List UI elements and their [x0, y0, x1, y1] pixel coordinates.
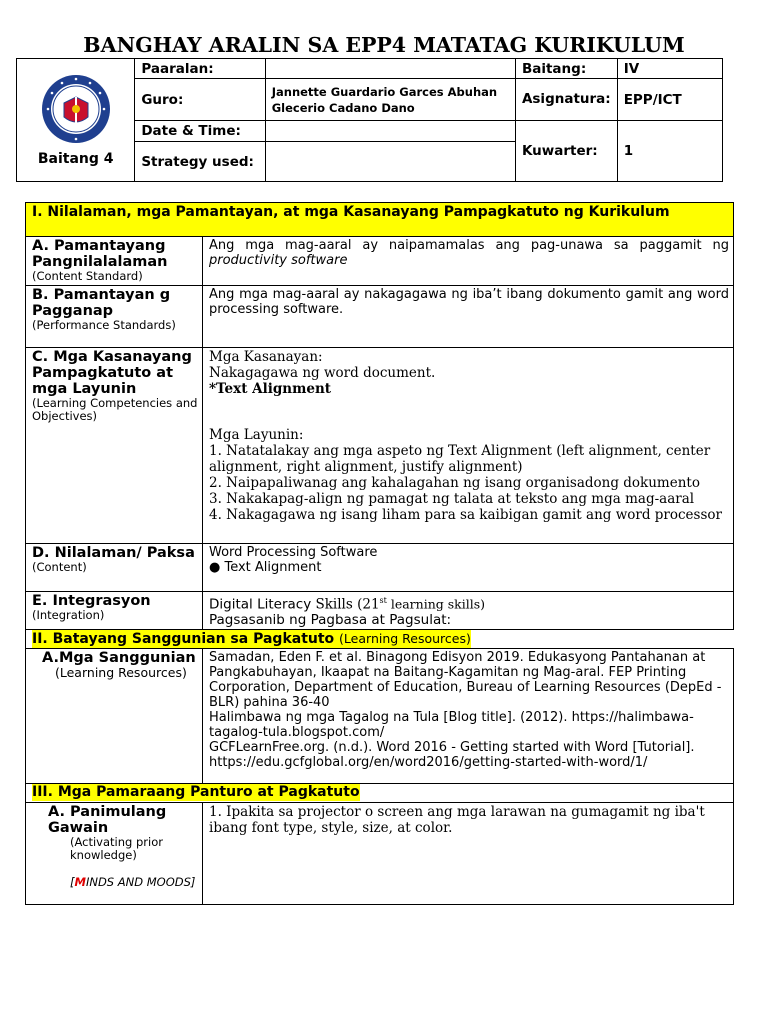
topic-line: *Text Alignment: [209, 381, 332, 397]
lesson-table: [25, 202, 734, 905]
row-2a-sub: (Learning Resources): [55, 664, 187, 680]
guro-value: [265, 79, 515, 121]
baitang-label: Baitang:: [515, 59, 617, 79]
row-a-label-cell: [26, 237, 203, 286]
datetime-value: [265, 121, 515, 142]
asignatura-value: EPP/ICT: [617, 79, 722, 121]
asignatura-label: Asignatura:: [515, 79, 617, 121]
content-bullet: ● Text Alignment: [209, 560, 322, 575]
kuwarter-label: Kuwarter:: [515, 121, 617, 182]
deped-seal-icon: [40, 73, 112, 145]
layunin-heading: Mga Layunin:: [209, 427, 304, 443]
integration-line-c: learning skills): [386, 596, 486, 612]
row-e-label-cell: [26, 592, 203, 630]
datetime-label: Date & Time:: [135, 121, 265, 142]
row-e-sub: (Integration): [32, 608, 105, 622]
integration-line-a: Digital Literacy: [209, 596, 312, 613]
row-3a-content: 1. Ipakita sa projector o screen ang mga larawan na gumagamit ng iba't ibang font type, style, size, at color.: [203, 802, 734, 904]
objective-item: 4. Nakagagawa ng isang liham para sa kaibigan gamit ang word processor: [209, 507, 722, 523]
guro-name-2: Glecerio Cadano Dano: [271, 100, 415, 115]
logo-cell: [17, 59, 135, 182]
row-c-label-cell: [26, 348, 203, 544]
section-2-heading-cell: [26, 629, 734, 648]
row-a-content: [203, 237, 734, 286]
objective-item: 1. Natatalakay ang mga aspeto ng Text Alignment (left alignment, center alignment, right alignment, justify alignment): [209, 443, 711, 475]
section-3-heading-cell: [26, 783, 734, 802]
row-a-label: A. Pamantayang Pangnilalalaman: [32, 238, 168, 270]
baitang-value: IV: [617, 59, 722, 79]
row-d-sub: (Content): [32, 560, 87, 574]
row-3a-sub: (Activating prior knowledge): [70, 834, 163, 862]
integration-line-b: Skills (21: [315, 596, 380, 613]
row-e-label: E. Integrasyon: [32, 593, 151, 609]
objective-item: 3. Nakakapag-align ng pamagat ng talata at teksto ang mga mag-aaral: [209, 491, 695, 507]
kasanayan-line: Nakagagawa ng word document.: [209, 365, 436, 381]
integration-line-2: Pagsasanib ng Pagbasa at Pagsulat:: [209, 611, 452, 628]
section-2-heading: II. Batayang Sanggunian sa Pagkatuto: [32, 630, 335, 647]
row-b-sub: (Performance Standards): [32, 318, 176, 332]
row-a-text: Ang mga mag-aaral ay naipamamalas ang pag-unawa sa paggamit ng: [209, 238, 729, 253]
page-title: BANGHAY ARALIN SA EPP4 MATATAG KURIKULUM: [83, 33, 685, 57]
section-2-heading-sub: (Learning Resources): [339, 630, 471, 646]
reference-item: Halimbawa ng mga Tagalog na Tula [Blog title]. (2012). https://halimbawa-tagalog-tula.blogspot.com/: [209, 709, 694, 740]
row-c-label: C. Mga Kasanayang Pampagkatuto at mga Layunin: [32, 349, 192, 397]
row-b-label-cell: [26, 286, 203, 348]
reference-item: GCFLearnFree.org. (n.d.). Word 2016 - Getting started with Word [Tutorial]. https://edu.gcfglobal.org/en/word2016/getting-started-with-word/1/: [209, 739, 695, 770]
row-b-label: B. Pamantayan g Pagganap: [32, 287, 171, 319]
header-table: [16, 58, 723, 182]
row-c-content: [203, 348, 734, 544]
kasanayan-heading: Mga Kasanayan:: [209, 349, 323, 365]
row-2a-content: [203, 648, 734, 783]
strategy-label: Strategy used:: [135, 142, 265, 182]
objective-item: 2. Naipapaliwanag ang kahalagahan ng isang organisadong dokumento: [209, 475, 700, 491]
guro-label: Guro:: [135, 79, 265, 121]
content-line: Word Processing Software: [209, 545, 378, 560]
row-c-sub: (Learning Competencies and Objectives): [32, 396, 198, 423]
row-a-text-italic: productivity software: [209, 253, 348, 268]
guro-name-1: Jannette Guardario Garces Abuhan: [271, 84, 498, 99]
row-2a-label: A.Mga Sanggunian: [42, 649, 196, 666]
row-e-content: [203, 592, 734, 630]
row-3a-label: A. Panimulang Gawain: [48, 803, 167, 836]
strategy-value: [265, 142, 515, 182]
paaralan-label: Paaralan:: [135, 59, 265, 79]
paaralan-value: [265, 59, 515, 79]
row-d-label: D. Nilalaman/ Paksa: [32, 545, 195, 561]
row-b-content: Ang mga mag-aaral ay nakagagawa ng iba’t ibang dokumento gamit ang word processing software.: [203, 286, 734, 348]
reference-item: Samadan, Eden F. et al. Binagong Edisyon 2019. Edukasyong Pantahanan at Pangkabuhayan, Ikaapat na Baitang-Kagamitan ng Mag-aral. FEP Printing Corporation, Department of Education, Bureau of Learning Resources (DepEd -BLR) pahina 36-40: [209, 649, 722, 710]
row-d-label-cell: [26, 544, 203, 592]
section-3-heading: III. Mga Pamaraang Panturo at Pagkatuto: [32, 783, 360, 800]
grade-side-label: Baitang 4: [37, 151, 114, 167]
minds-and-moods-tag: [MINDS AND MOODS]: [70, 874, 196, 889]
row-d-content: [203, 544, 734, 592]
row-2a-label-cell: [26, 648, 203, 783]
integration-sup: st: [379, 596, 387, 605]
row-a-sub: (Content Standard): [32, 269, 143, 283]
section-1-heading: I. Nilalaman, mga Pamantayan, at mga Kasanayang Pampagkatuto ng Kurikulum: [26, 203, 734, 237]
row-3a-label-cell: [26, 802, 203, 904]
kuwarter-value: 1: [617, 121, 722, 182]
